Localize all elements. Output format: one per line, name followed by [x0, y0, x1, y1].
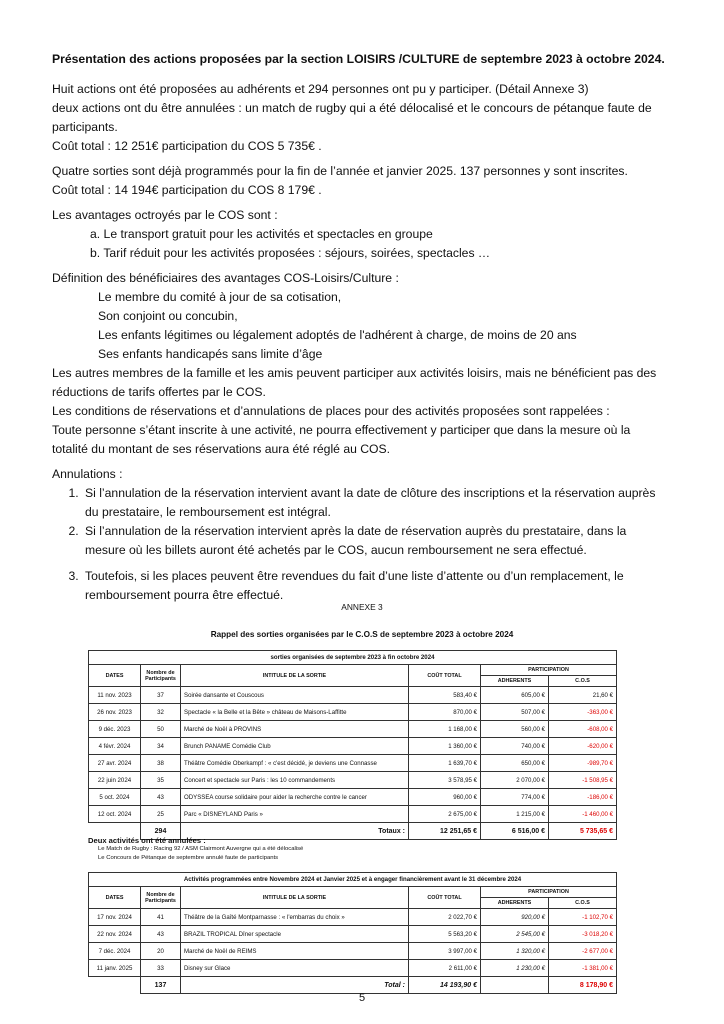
total-cout: 14 193,90 €	[409, 977, 481, 994]
table-row	[89, 909, 617, 926]
annulation-item: 3. Toutefois, si les places peuvent être revendues du fait d’une liste d’attente ou d’un remplacement, le remboursement pourra être effectué.	[82, 567, 667, 605]
cell-cout: 2 022,70 €	[409, 909, 481, 926]
table-row	[89, 772, 617, 789]
total-cos: 8 178,90 €	[549, 977, 617, 994]
sorties-table	[88, 650, 617, 840]
col-header-cout: COÛT TOTAL	[409, 887, 481, 909]
avantage-item: b. Tarif réduit pour les activités proposées : séjours, soirées, spectacles …	[90, 246, 491, 260]
cell-intitule: Théâtre Comédie Oberkampf : « c'est décidé, je deviens une Connasse	[181, 755, 409, 772]
table-row	[89, 738, 617, 755]
definition-item: Son conjoint ou concubin,	[98, 309, 238, 323]
table-row	[89, 926, 617, 943]
col-header-intitule: INTITULE DE LA SORTIE	[181, 887, 409, 909]
table-row	[89, 687, 617, 704]
cell-intitule: Parc « DISNEYLAND Paris »	[181, 806, 409, 823]
cell-participants: 20	[141, 943, 181, 960]
table-total-row	[89, 977, 617, 994]
quatre-line: Coût total : 14 194€ participation du COS 8 179€ .	[52, 183, 322, 197]
col-header-participation: PARTICIPATION	[481, 887, 617, 898]
cell-date: 7 déc. 2024	[89, 943, 141, 960]
cell-adherents: 560,00 €	[481, 721, 549, 738]
table-caption: Activités programmées entre Novembre 2024 et Janvier 2025 et à engager financièrement avant le 31 décembre 2024	[89, 873, 617, 887]
annulee-item: Le Concours de Pétanque de septembre annulé faute de participants	[98, 855, 279, 861]
cell-participants: 41	[141, 909, 181, 926]
cell-date: 11 nov. 2023	[89, 687, 141, 704]
cell-cos: -608,00 €	[549, 721, 617, 738]
cell-cos: -1 508,95 €	[549, 772, 617, 789]
col-header-adherents: ADHERENTS	[481, 898, 549, 909]
toute-paragraph: Toute personne s’étant inscrite à une activité, ne pourra effectivement y participer que dans la mesure où la totalité du montant de ses réservations aura été réglé au COS.	[52, 423, 631, 456]
annulee-item: Le Match de Rugby : Racing 92 / ASM Clairmont Auvergne qui a été délocalisé	[98, 846, 304, 852]
page-title: Présentation des actions proposées par la section LOISIRS /CULTURE de septembre 2023 à octobre 2024.	[52, 52, 665, 66]
cell-participants: 34	[141, 738, 181, 755]
cell-date: 12 oct. 2024	[89, 806, 141, 823]
cell-cout: 1 360,00 €	[409, 738, 481, 755]
cell-cout: 5 563,20 €	[409, 926, 481, 943]
cell-adherents: 1 320,00 €	[481, 943, 549, 960]
cell-date: 17 nov. 2024	[89, 909, 141, 926]
cell-cos: -620,00 €	[549, 738, 617, 755]
cell-cos: 21,60 €	[549, 687, 617, 704]
col-header-cos: C.O.S	[549, 898, 617, 909]
cell-participants: 43	[141, 789, 181, 806]
col-header-dates: DATES	[89, 665, 141, 687]
cell-date: 11 janv. 2025	[89, 960, 141, 977]
cell-adherents: 1 215,00 €	[481, 806, 549, 823]
cell-intitule: Marché de Noël à PROVINS	[181, 721, 409, 738]
conditions-paragraph: Les conditions de réservations et d’annulations de places pour des activités proposées sont rappelées :	[52, 404, 610, 418]
total-label: Total :	[181, 977, 409, 994]
cell-intitule: Brunch PANAME Comédie Club	[181, 738, 409, 755]
cell-cos: -186,00 €	[549, 789, 617, 806]
cell-participants: 50	[141, 721, 181, 738]
avantage-item: a. Le transport gratuit pour les activités et spectacles en groupe	[90, 227, 433, 241]
page-number: 5	[358, 992, 366, 1004]
cell-cos: -1 381,00 €	[549, 960, 617, 977]
total-participants: 137	[141, 977, 181, 994]
annulation-item: 1. Si l’annulation de la réservation intervient avant la date de clôture des inscriptions et la réservation auprès du prestataire, le remboursement est intégral.	[82, 484, 667, 522]
cell-adherents: 2 070,00 €	[481, 772, 549, 789]
cell-intitule: Théâtre de la Gaîté Montparnasse : « l'embarras du choix »	[181, 909, 409, 926]
definition-heading: Définition des bénéficiaires des avantages COS-Loisirs/Culture :	[52, 271, 399, 285]
annulations-heading: Annulations :	[52, 467, 123, 481]
cell-intitule: ODYSSEA course solidaire pour aider la recherche contre le cancer	[181, 789, 409, 806]
cell-cout: 1 168,00 €	[409, 721, 481, 738]
total-participants: 294	[141, 823, 181, 840]
total-cout: 12 251,65 €	[409, 823, 481, 840]
intro-line: Coût total : 12 251€ participation du COS 5 735€ .	[52, 139, 322, 153]
cell-adherents: 605,00 €	[481, 687, 549, 704]
col-header-dates: DATES	[89, 887, 141, 909]
col-header-adherents: ADHERENTS	[481, 676, 549, 687]
definition-item: Les enfants légitimes ou légalement adoptés de l'adhérent à charge, de moins de 20 ans	[98, 328, 577, 342]
cell-intitule: Disney sur Glace	[181, 960, 409, 977]
table-row	[89, 755, 617, 772]
cell-intitule: BRAZIL TROPICAL Dîner spectacle	[181, 926, 409, 943]
cell-date: 22 nov. 2024	[89, 926, 141, 943]
cell-cout: 3 578,95 €	[409, 772, 481, 789]
cell-adherents: 1 230,00 €	[481, 960, 549, 977]
table-caption: sorties organisées de septembre 2023 à fin octobre 2024	[89, 651, 617, 665]
annulees-block	[88, 836, 303, 863]
cell-date: 4 févr. 2024	[89, 738, 141, 755]
programmees-table	[88, 872, 617, 994]
definition-item: Ses enfants handicapés sans limite d’âge	[98, 347, 323, 361]
body-text	[52, 80, 667, 605]
cell-intitule: Marché de Noël de REIMS	[181, 943, 409, 960]
table-row	[89, 721, 617, 738]
autres-paragraph: Les autres membres de la famille et les amis peuvent participer aux activités loisirs, mais ne bénéficient pas des réductions de tarifs offertes par le COS.	[52, 366, 657, 399]
annulations-list	[52, 484, 667, 605]
cell-cos: -989,70 €	[549, 755, 617, 772]
cell-date: 5 oct. 2024	[89, 789, 141, 806]
cell-date: 26 nov. 2023	[89, 704, 141, 721]
col-header-nombre: Nombre de Participants	[141, 887, 181, 909]
definition-item: Le membre du comité à jour de sa cotisation,	[98, 290, 342, 304]
cell-intitule: Spectacle « la Belle et la Bête » château de Maisons-Laffitte	[181, 704, 409, 721]
cell-cos: -2 677,00 €	[549, 943, 617, 960]
col-header-cos: C.O.S	[549, 676, 617, 687]
cell-participants: 33	[141, 960, 181, 977]
col-header-intitule: INTITULE DE LA SORTIE	[181, 665, 409, 687]
annulees-heading: Deux activités ont été annulées :	[88, 836, 206, 845]
table-row	[89, 806, 617, 823]
total-label: Totaux :	[181, 823, 409, 840]
cell-cout: 3 997,00 €	[409, 943, 481, 960]
total-cos: 5 735,65 €	[549, 823, 617, 840]
cell-cos: -3 018,20 €	[549, 926, 617, 943]
cell-participants: 32	[141, 704, 181, 721]
cell-participants: 25	[141, 806, 181, 823]
table-row	[89, 960, 617, 977]
col-header-cout: COÛT TOTAL	[409, 665, 481, 687]
cell-participants: 37	[141, 687, 181, 704]
rappel-heading: Rappel des sorties organisées par le C.O.S de septembre 2023 à octobre 2024	[210, 630, 514, 639]
col-header-nombre: Nombre de Participants	[141, 665, 181, 687]
quatre-line: Quatre sorties sont déjà programmés pour la fin de l’année et janvier 2025. 137 personnes y sont inscrites.	[52, 164, 628, 178]
cell-adherents: 507,00 €	[481, 704, 549, 721]
cell-adherents: 920,00 €	[481, 909, 549, 926]
cell-date: 9 déc. 2023	[89, 721, 141, 738]
cell-participants: 43	[141, 926, 181, 943]
annulation-item: 2. Si l’annulation de la réservation intervient après la date de réservation auprès du prestataire, dans la mesure où les billets auront été achetés par le COS, aucun remboursement ne sera effectué.	[82, 522, 667, 560]
cell-participants: 38	[141, 755, 181, 772]
total-adherents: 6 516,00 €	[481, 823, 549, 840]
cell-date: 27 avr. 2024	[89, 755, 141, 772]
table-row	[89, 789, 617, 806]
intro-line: Huit actions ont été proposées au adhérents et 294 personnes ont pu y participer. (Détail Annexe 3)	[52, 82, 589, 96]
avantages-heading: Les avantages octroyés par le COS sont :	[52, 208, 278, 222]
cell-cout: 2 611,00 €	[409, 960, 481, 977]
cell-date: 22 juin 2024	[89, 772, 141, 789]
cell-intitule: Concert et spectacle sur Paris : les 10 commandements	[181, 772, 409, 789]
cell-cout: 583,40 €	[409, 687, 481, 704]
cell-cout: 870,00 €	[409, 704, 481, 721]
annexe-heading: ANNEXE 3	[341, 602, 383, 612]
col-header-participation: PARTICIPATION	[481, 665, 617, 676]
cell-cout: 2 675,00 €	[409, 806, 481, 823]
cell-adherents: 774,00 €	[481, 789, 549, 806]
cell-cout: 960,00 €	[409, 789, 481, 806]
cell-cout: 1 639,70 €	[409, 755, 481, 772]
cell-cos: -363,00 €	[549, 704, 617, 721]
intro-line: deux actions ont du être annulées : un match de rugby qui a été délocalisé et le concours de pétanque faute de participants.	[52, 101, 652, 134]
cell-adherents: 740,00 €	[481, 738, 549, 755]
cell-cos: -1 460,00 €	[549, 806, 617, 823]
total-adherents	[481, 977, 549, 994]
cell-adherents: 650,00 €	[481, 755, 549, 772]
cell-participants: 35	[141, 772, 181, 789]
table-row	[89, 704, 617, 721]
cell-intitule: Soirée dansante et Couscous	[181, 687, 409, 704]
table-row	[89, 943, 617, 960]
cell-cos: -1 102,70 €	[549, 909, 617, 926]
cell-adherents: 2 545,00 €	[481, 926, 549, 943]
